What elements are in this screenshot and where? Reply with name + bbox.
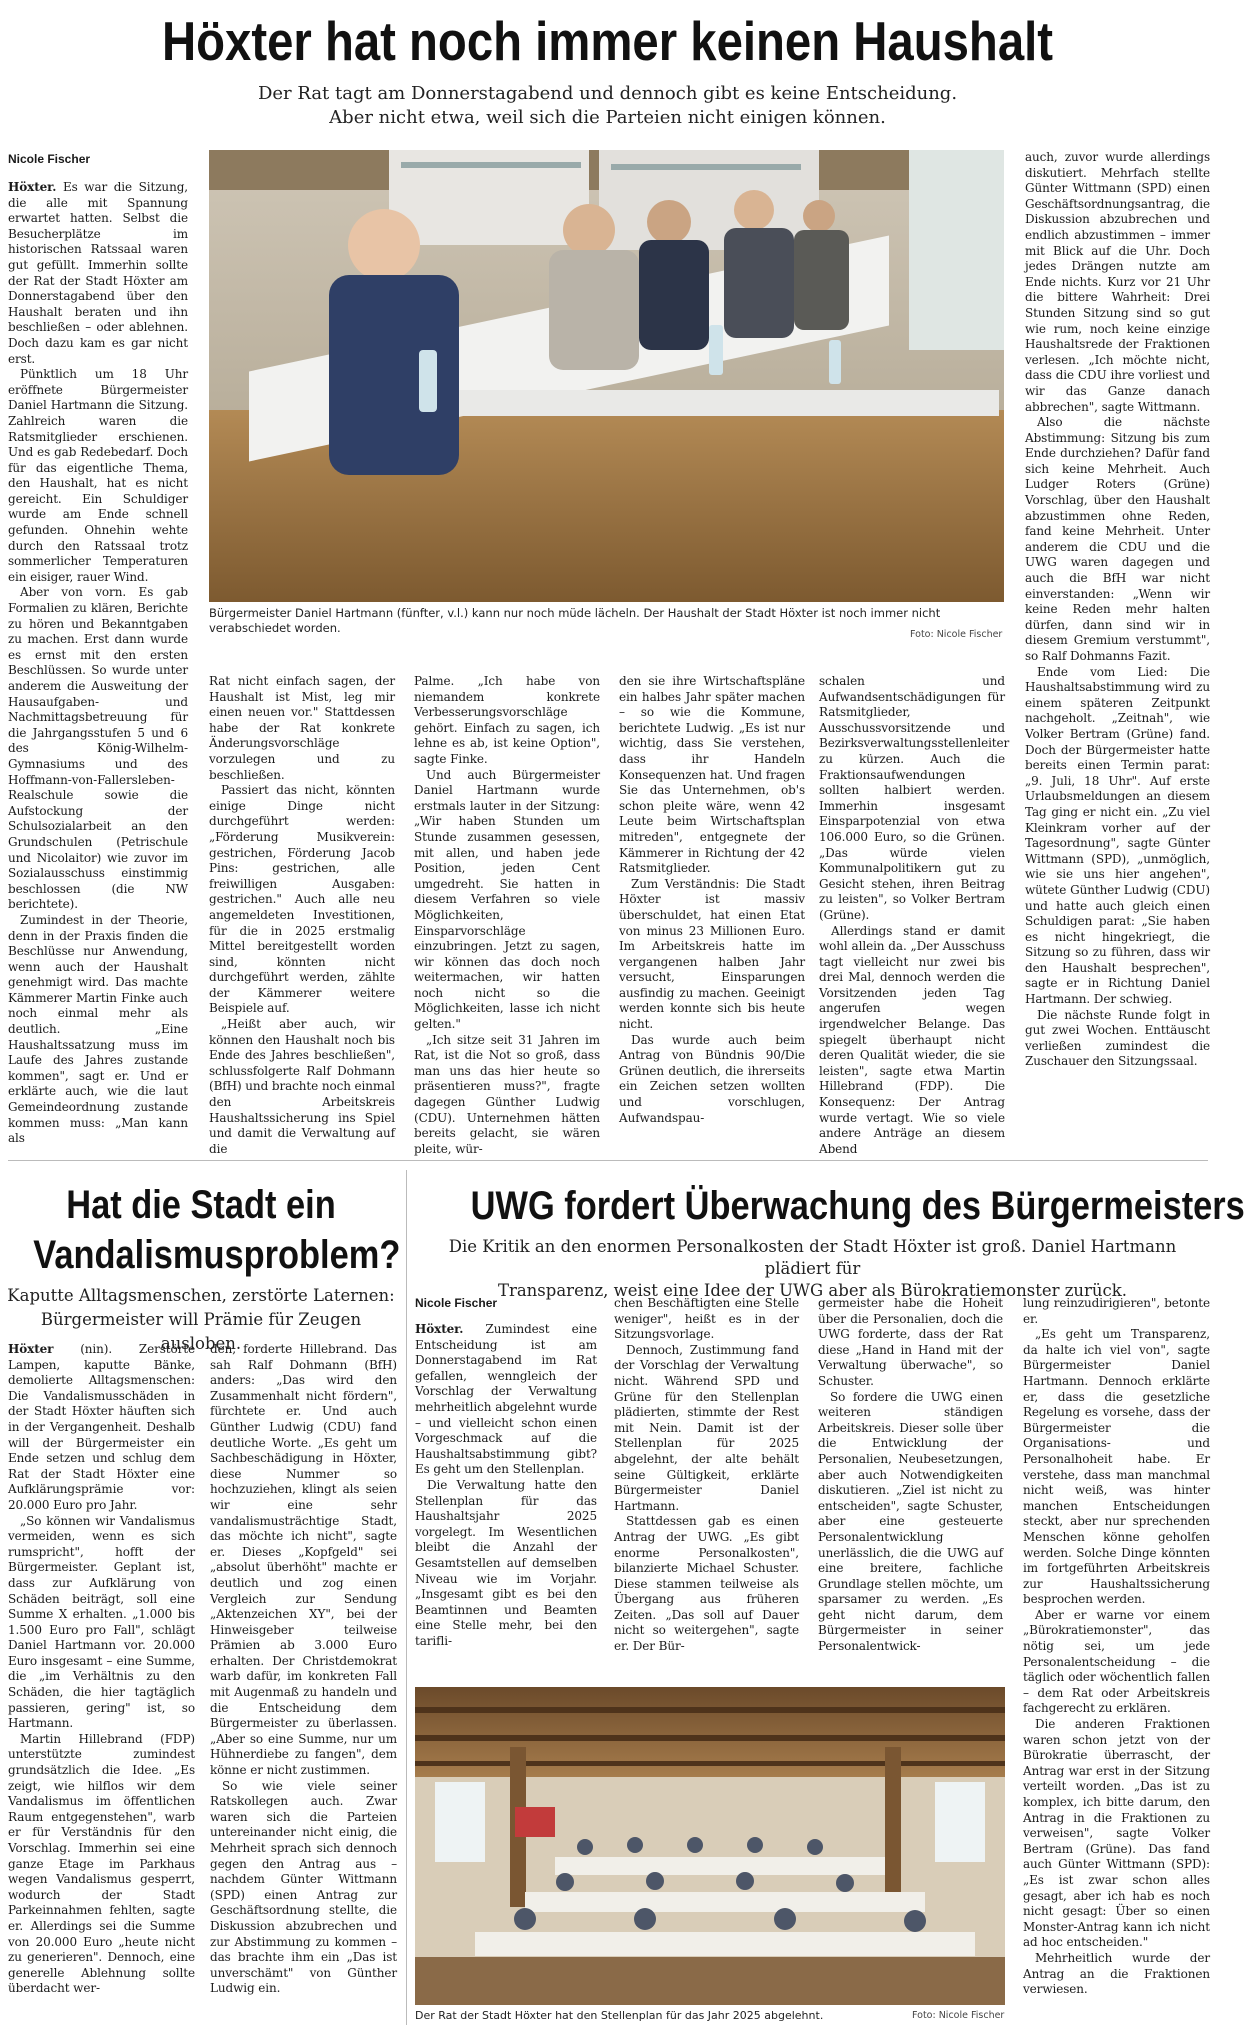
article1-column-5: schalen und Aufwandsentschädigungen für Ratsmitglieder, Ausschussvorsitzende und Bezirksverwaltungsstellenleiter zu kürzen. Auch die Fraktionsaufwendungen sollten halbiert werden. Immerhin insgesamt Einsparpotenzial von etwa 106.000 Euro, so die Grünen. „Das würde vielen Kommunalpolitikern gut zu Gesicht stehen, ihren Beitrag zu leisten", so Volker Bertram (Grüne). Allerdings stand er damit wohl allein da. „Der Ausschuss tagt vielleicht nur zwei bis drei Mal, dennoch werden die Vorsitzenden jeden Tag angerufen wegen irgendwelcher Belange. Das spiegelt überhaupt nicht deren Qualität wieder, die sie leisten", sagte etwa Martin Hillebrand (FDP). Die Konsequenz: Der Antrag wurde vertagt. Wie so viele andere Anträge an diesem Abend <box>819 674 1010 1156</box>
article1-column-4: den sie ihre Wirtschaftspläne ein halbes Jahr später machen – so wie die Kommune, berichtete Ludwig. „Es ist nur wichtig, dass Sie verstehen, dass ihr Handeln Konsequenzen hat. Und fragen Sie das Unternehmen, ob's schon pleite wäre, wenn 42 Leute beim Wirtschaftsplan mitreden", entgegnete der Kämmerer in Richtung der 42 Ratsmitglieder. Zum Verständnis: Die Stadt Höxter ist massiv überschuldet, hat einen Etat von minus 23 Millionen Euro. Im Arbeitskreis hatte im vergangenen halben Jahr versucht, Einsparungen ausfindig zu machen. Geeinigt werden konnte sich bis heute nicht. Das wurde auch beim Antrag von Bündnis 90/Die Grünen deutlich, die ihrerseits ein Zeichen setzen wollten und vorschlugen, Aufwandspau- <box>619 674 805 1125</box>
article3-subline <box>415 1236 1210 1302</box>
article1-subline <box>0 82 1215 130</box>
article1-column-2: Rat nicht einfach sagen, der Haushalt ist Mist, leg mir einen neuen vor." Stattdessen habe der Rat konkrete Änderungsvorschläge vorzulegen und zu beschließen. Passiert das nicht, könnten einige Dinge nicht durchgeführt werden: „Förderung Musikverein: gestrichen, Förderung Jacob Pins: gestrichen, alle freiwilligen Ausgaben: gestrichen." Auch alle neu angemeldeten Investitionen, für die in 2025 erstmalig Mittel bereitgestellt worden sind, könnten nicht durchgeführt werden, zählte der Kämmerer weitere Beispiele auf. „Heißt aber auch, wir können den Haushalt noch bis Ende des Jahres beschließen", schlussfolgerte Ralf Dohmann (BfH) und brachte noch einmal den Arbeitskreis Haushaltssicherung ins Spiel und damit die Verwaltung auf die <box>209 674 395 1156</box>
article2-subline-2: Bürgermeister will Prämie für Zeugen ausloben. <box>40 1310 362 1353</box>
article-divider <box>406 1170 407 2025</box>
article2-dateline: Höxter <box>8 1342 54 1356</box>
article1-photo-credit: Foto: Nicole Fischer <box>910 629 1003 640</box>
article1-column-1: Höxter. Es war die Sitzung, die alle mit Spannung erwartet hatten. Selbst die Besucherplätze im historischen Ratssaal waren gut gefüllt. Immerhin sollte der Rat der Stadt Höxter am Donnerstagabend über den Haushalt beraten und ihn beschließen – oder ablehnen. Doch dazu kam es gar nicht erst. Pünktlich um 18 Uhr eröffnete Bürgermeister Daniel Hartmann die Sitzung. Zahlreich waren die Ratsmitglieder erschienen. Und es gab Redebedarf. Doch für das eigentliche Thema, den Haushalt, hat es nicht gereicht. Ein Schuldiger wurde am Ende schnell gefunden. Ohnehin wehte durch den Ratssaal trotz sommerlicher Temperaturen ein eisiger, rauer Wind. Aber von vorn. Es gab Formalien zu klären, Berichte zu hören und Bekanntgaben zu machen. Erst dann wurde es ernst mit den ersten Beschlüssen. So wurde unter anderem die Ausweitung der Hausaufgaben- und Nachmittagsbetreuung für die Jahrgangsstufen 5 und 6 des König-Wilhelm-Gymnasiums und des Hoffmann-von-Fallersleben-Realschule sowie die Aufstockung der Schulsozialarbeit an den Grundschulen (Petrischule und Nicolaitor) wie zuvor im Sozialausschuss einstimmig beschlossen (die NW berichtete). Zumindest in der Theorie, denn in der Praxis finden die Beschlüsse nur Anwendung, wenn auch der Haushalt genehmigt wird. Das machte Kämmerer Martin Finke auch noch einmal mehr als deutlich. „Eine Haushaltssatzung muss im Laufe des Jahres zustande kommen", sagt er. Und er erklärte auch, wie die laut Gemeindeordnung zustande kommen muss: „Man kann als <box>8 180 188 1146</box>
article1-subline-2: Aber nicht etwa, weil sich die Parteien nicht einigen können. <box>329 107 886 128</box>
article2-headline-1: Hat die Stadt ein <box>66 1183 336 1227</box>
article1-photo-caption: Bürgermeister Daniel Hartmann (fünfter, v.l.) kann nur noch müde lächeln. Der Haushalt der Stadt Höxter ist noch immer nicht verabschiedet worden. <box>209 606 941 635</box>
article1-subline-1: Der Rat tagt am Donnerstagabend und dennoch gibt es keine Entscheidung. <box>257 83 958 104</box>
article1-byline: Nicole Fischer <box>8 152 91 166</box>
article3-dateline: Höxter. <box>415 1322 464 1336</box>
article3-column-1: Höxter. Zumindest eine Entscheidung ist am Donnerstagabend im Rat gefallen, wenngleich der Vorschlag der Verwaltung mehrheitlich abgelehnt wurde – und vielleicht schon einen Vorgeschmack auf die Haushaltsabstimmung gibt? Es geht um den Stellenplan. Die Verwaltung hatte den Stellenplan für das Haushaltsjahr 2025 vorgelegt. Im Wesentlichen bleibt die Anzahl der Gesamtstellen auf demselben Niveau wie im Vorjahr. „Insgesamt gibt es bei den Beamtinnen und Beamten eine Stelle mehr, bei den tarifli- <box>415 1322 597 1648</box>
article3-column-4: lung reinzudirigieren", betonte er. „Es geht um Transparenz, da halte ich viel von", sagte Bürgermeister Daniel Hartmann. Dennoch erklärte er, dass die gesetzliche Regelung es vorsehe, dass der Bürgermeister die Organisations- und Personalhoheit habe. Er verstehe, dass man manchmal nicht weiß, was hinter manchen Entscheidungen steckt, aber nur sprechenden Menschen könne geholfen werden. Solche Dinge könnten im fortgeführten Arbeitskreis zur Haushaltssicherung besprochen werden. Aber er warne vor einem „Bürokratiemonster", das nötig sei, um jede Personalentscheidung – die täglich oder wöchentlich fallen – dem Rat oder Arbeitskreis fachgerecht zu erklären. Die anderen Fraktionen waren schon jetzt von der Bürokratie überrascht, der Antrag war erst in der Sitzung verteilt worden. „Das ist zu komplex, ich bitte darum, den Antrag in die Fraktionen zu verweisen", sagte Volker Bertram (Grüne). Das fand auch Günter Wittmann (SPD): „Es ist zwar schon alles gesagt, aber ich hab es noch nicht gesagt: Über so einen Monster-Antrag kann ich nicht ad hoc entscheiden." Mehrheitlich wurde der Antrag an die Fraktionen verwiesen. <box>1023 1296 1210 1997</box>
article2-headline-2: Vandalismusproblem? <box>33 1233 401 1277</box>
article3-subline-2: Transparenz, weist eine Idee der UWG aber als Bürokratiemonster zurück. <box>497 1281 1128 1300</box>
article1-column-3: Palme. „Ich habe von niemandem konkrete Verbesserungsvorschläge gehört. Einfach zu sagen, ich lehne es ab, ist keine Option", sagte Finke. Und auch Bürgermeister Daniel Hartmann wurde erstmals lauter in der Sitzung: „Wir haben Stunden um Stunde zusammen gesessen, mit allen, und haben jede Position, jeden Cent umgedreht. Sie hatten in diesem Verfahren so viele Möglichkeiten, Einsparvorschläge einzubringen. Jetzt zu sagen, wir können das doch noch weitermachen, wir hatten noch nicht so die Möglichkeiten, lasse ich nicht gelten." „Ich sitze seit 31 Jahren im Rat, ist die Not so groß, dass man uns das hier heute so präsentieren muss?", fragte dagegen Günther Ludwig (CDU). Unternehmen hätten bereits gelacht, sie wären pleite, wür- <box>414 674 600 1156</box>
article1-column-6: auch, zuvor wurde allerdings diskutiert. Mehrfach stellte Günter Wittmann (SPD) einen Geschäftsordnungsantrag, die Diskussion abzubrechen und endlich abzustimmen – immer mit Blick auf die Uhr. Doch jedes Drängen nutzte am Ende nichts. Kurz vor 21 Uhr die bittere Wahrheit: Drei Stunden Sitzung sind so gut wie rum, noch keine einzige Haushaltsrede der Fraktionen verlesen. „Ich möchte nicht, dass die CDU ihre vorliest und wir das Ganze danach abbrechen", sagte Wittmann. Also die nächste Abstimmung: Sitzung bis zum Ende durchziehen? Dafür fand sich keine Mehrheit. Auch Ludger Roters (Grüne) Vorschlag, über den Haushalt abzustimmen ohne Reden, fand keine Mehrheit. Unter anderem die CDU und die UWG waren dagegen und auch die BfH war nicht einverstanden: „Wenn wir keine Reden mehr halten dürfen, dann sind wir in diesem Gremium verstummt", so Ralf Dohmanns Fazit. Ende vom Lied: Die Haushaltsabstimmung wird zu einem späteren Zeitpunkt nachgeholt. „Zeitnah", wie Volker Bertram (Grüne) fand. Doch der Bürgermeister hatte bereits einen Termin parat: „9. Juli, 18 Uhr". Auf erste Urlaubsmeldungen an diesem Tag ging er nicht ein. „Zu viel Kleinkram vorher auf der Tagesordnung", sagte Günter Wittmann (SPD), „unmöglich, wie sie uns hier angehen", wütete Günther Ludwig (CDU) und hatte auch gleich einen Schuldigen parat: „Sie haben es nicht hingekriegt, die Sitzung so zu führen, dass wir den Haushalt besprechen", sagte er in Richtung Daniel Hartmann. Der schwieg. Die nächste Runde folgt in gut zwei Wochen. Enttäuscht verließen zumindest die Zuschauer den Sitzungssaal. <box>1025 150 1210 1069</box>
council-hall-photo-svg <box>415 1687 1005 2005</box>
council-meeting-photo <box>209 150 1004 602</box>
article3-column-2: chen Beschäftigten eine Stelle weniger", heißt es in der Sitzungsvorlage. Dennoch, Zustimmung fand der Vorschlag der Verwaltung nicht. Während SPD und Grüne für den Stellenplan plädierten, stimmte der Rest mit Nein. Damit ist der Stellenplan für 2025 abgelehnt, der alte behält seine Gültigkeit, erklärte Bürgermeister Daniel Hartmann. Stattdessen gab es einen Antrag der UWG. „Es gibt enorme Personalkosten", bilanzierte Michael Schuster. Diese stammen teilweise als Übergang aus früheren Zeiten. „Das soll auf Dauer nicht so weitergehen", sagte er. Der Bür- <box>614 1296 799 1654</box>
article3-subline-1: Die Kritik an den enormen Personalkosten der Stadt Höxter ist groß. Daniel Hartmann plädiert für <box>448 1237 1177 1278</box>
article2-subline-1: Kaputte Alltagsmenschen, zerstörte Laternen: <box>7 1286 395 1305</box>
article2-column-2: den, forderte Hillebrand. Das sah Ralf Dohmann (BfH) anders: „Das wird den Zusammenhalt nicht fördern", fürchtete er. Und auch Günther Ludwig (CDU) fand deutliche Worte. „Es geht um Sachbeschädigung in Höxter, diese Nummer so hochzuziehen, klingt als seien wir eine sehr vandalismusträchtige Stadt, das möchte ich nicht", sagte er. Dieses „Kopfgeld" sei „absolut überhöht" machte er deutlich und zog einen Vergleich zur Sendung „Aktenzeichen XY", bei der Hinweisgeber teilweise Prämien ab 3.000 Euro erhalten. Der Christdemokrat warb dafür, im konkreten Fall mit Augenmaß zu handeln und die Entscheidung dem Bürgermeister zu überlassen. „Aber so eine Summe, nur um Hühnerdiebe zu fangen", dem könne er nicht zustimmen. So wie viele seiner Ratskollegen auch. Zwar waren sich die Parteien untereinander nicht einig, die Mehrheit sprach sich dennoch gegen den Antrag aus – nachdem Günter Wittmann (SPD) einen Antrag zur Geschäftsordnung stellte, die Diskussion abzubrechen und zur Abstimmung zu kommen – das brachte ihm ein „Das ist unverschämt" von Günther Ludwig ein. <box>210 1342 397 1996</box>
council-hall-photo <box>415 1687 1005 2005</box>
article2-column-1: Höxter (nin). Zerstörte Lampen, kaputte Bänke, demolierte Alltagsmenschen: Die Vandalismusschäden in der Stadt Höxter häuften sich in der Vergangenheit. Deshalb will der Bürgermeister ein Ende setzen und schlug dem Rat der Stadt Höxter eine Aufklärungsprämie vor: 20.000 Euro pro Jahr. „So können wir Vandalismus vermeiden, wenn es sich rumspricht", hofft der Bürgermeister. Geplant ist, dass zur Aufklärung von Schäden beiträgt, soll eine Summe X erhalten. „1.000 bis 1.500 Euro pro Fall", schlägt Daniel Hartmann vor. 20.000 Euro insgesamt – eine Summe, die „im Verhältnis zu den Schäden, die hier tagtäglich passieren, gering" ist, so Hartmann. Martin Hillebrand (FDP) unterstützte zumindest grundsätzlich die Idee. „Es zeigt, wie hilflos wir dem Vandalismus im öffentlichen Raum entgegenstehen", warb er für Verständnis für den Vorschlag. Immerhin sei eine ganze Etage im Parkhaus wegen Vandalismus gesperrt, wodurch der Stadt Parkeinnahmen fehlten, sagte er. Allerdings sei die Summe von 20.000 Euro „heute nicht zu generieren". Dennoch, eine generelle Ablehnung sollte überdacht wer- <box>8 1342 195 1996</box>
article3-column-3: germeister habe die Hoheit über die Personalien, doch die UWG forderte, dass der Rat diese „Hand in Hand mit der Verwaltung überwache", so Schuster. So fordere die UWG einen weiteren ständigen Arbeitskreis. Dieser solle über die Entwicklung der Personalien, Neubesetzungen, aber auch Notwendigkeiten diskutieren. „Ziel ist nicht zu entscheiden", sagte Schuster, aber eine gesteuerte Personalentwicklung unerlässlich, die die UWG auf eine breitere, fachliche Grundlage stellen möchte, um sparsamer zu werden. „Es geht nicht darum, dem Bürgermeister in seiner Personalentwick- <box>818 1296 1003 1654</box>
section-divider <box>8 1160 1208 1161</box>
article2-headline <box>33 1180 401 1280</box>
article1-headline: Höxter hat noch immer keinen Haushalt <box>161 10 1054 72</box>
article3-photo-caption: Der Rat der Stadt Höxter hat den Stellenplan für das Jahr 2025 abgelehnt. <box>415 2009 824 2022</box>
article3-byline: Nicole Fischer <box>415 1296 498 1310</box>
article3-headline: UWG fordert Überwachung des Bürgermeisters <box>470 1184 1245 1228</box>
council-meeting-photo-svg <box>209 150 1004 602</box>
article3-photo-credit: Foto: Nicole Fischer <box>912 2010 1005 2021</box>
article1-dateline: Höxter. <box>8 180 57 194</box>
